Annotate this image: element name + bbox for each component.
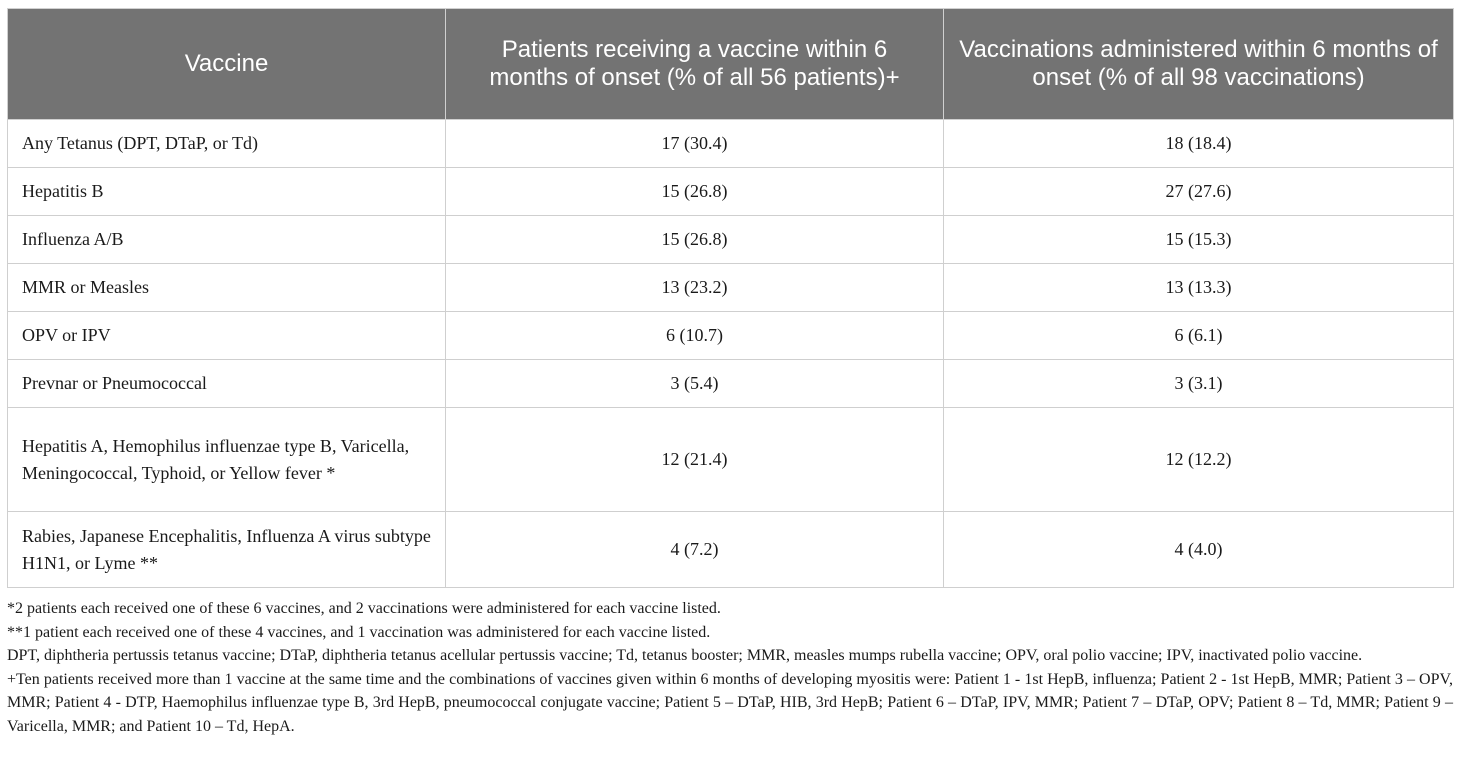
cell-vaccine: Any Tetanus (DPT, DTaP, or Td) — [8, 120, 446, 168]
table-header — [8, 9, 1454, 120]
cell-vaccinations: 27 (27.6) — [944, 168, 1454, 216]
cell-vaccine: Influenza A/B — [8, 216, 446, 264]
cell-patients: 17 (30.4) — [446, 120, 944, 168]
table-footnotes — [7, 597, 1453, 738]
cell-vaccinations: 6 (6.1) — [944, 312, 1454, 360]
table-row — [8, 360, 1454, 408]
header-row — [8, 9, 1454, 120]
table-row — [8, 512, 1454, 588]
cell-patients: 15 (26.8) — [446, 216, 944, 264]
cell-vaccine: Hepatitis A, Hemophilus influenzae type B, Varicella, Meningococcal, Typhoid, or Yellow fever * — [8, 408, 446, 512]
table-row — [8, 408, 1454, 512]
cell-patients: 13 (23.2) — [446, 264, 944, 312]
cell-vaccinations: 12 (12.2) — [944, 408, 1454, 512]
table-row — [8, 216, 1454, 264]
vaccine-table — [7, 8, 1454, 588]
cell-patients: 12 (21.4) — [446, 408, 944, 512]
table-row — [8, 312, 1454, 360]
cell-vaccine: Hepatitis B — [8, 168, 446, 216]
document-page — [7, 8, 1453, 738]
header-vaccinations: Vaccinations administered within 6 months of onset (% of all 98 vaccinations) — [944, 9, 1454, 120]
cell-patients: 15 (26.8) — [446, 168, 944, 216]
cell-vaccinations: 13 (13.3) — [944, 264, 1454, 312]
table-body — [8, 120, 1454, 588]
cell-vaccinations: 18 (18.4) — [944, 120, 1454, 168]
cell-patients: 3 (5.4) — [446, 360, 944, 408]
table-row — [8, 264, 1454, 312]
cell-vaccinations: 3 (3.1) — [944, 360, 1454, 408]
footnote-abbreviations: DPT, diphtheria pertussis tetanus vaccine; DTaP, diphtheria tetanus acellular pertussis vaccine; Td, tetanus booster; MMR, measles mumps rubella vaccine; OPV, oral polio vaccine; IPV, inactivated polio vaccine. — [7, 647, 1363, 664]
cell-vaccine: MMR or Measles — [8, 264, 446, 312]
cell-vaccinations: 15 (15.3) — [944, 216, 1454, 264]
cell-vaccine: Rabies, Japanese Encephalitis, Influenza A virus subtype H1N1, or Lyme ** — [8, 512, 446, 588]
header-vaccine: Vaccine — [8, 9, 446, 120]
footnote-combinations: +Ten patients received more than 1 vaccine at the same time and the combinations of vaccines given within 6 months of developing myositis were: Patient 1 - 1st HepB, influenza; Patient 2 - 1st HepB, MMR; Patient 3 – OPV, MMR; Patient 4 - DTP, Haemophilus influenzae type B, 3rd HepB, pneumococcal conjugate vaccine; Patient 5 – DTaP, HIB, 3rd HepB; Patient 6 – DTaP, IPV, MMR; Patient 7 – DTaP, OPV; Patient 8 – Td, MMR; Patient 9 – Varicella, MMR; and Patient 10 – Td, HepA. — [7, 670, 1453, 735]
cell-vaccinations: 4 (4.0) — [944, 512, 1454, 588]
table-row — [8, 120, 1454, 168]
cell-patients: 4 (7.2) — [446, 512, 944, 588]
header-patients: Patients receiving a vaccine within 6 months of onset (% of all 56 patients)+ — [446, 9, 944, 120]
cell-patients: 6 (10.7) — [446, 312, 944, 360]
cell-vaccine: OPV or IPV — [8, 312, 446, 360]
footnote-single-asterisk: *2 patients each received one of these 6 vaccines, and 2 vaccinations were administered for each vaccine listed. — [7, 600, 721, 617]
cell-vaccine: Prevnar or Pneumococcal — [8, 360, 446, 408]
footnote-double-asterisk: **1 patient each received one of these 4 vaccines, and 1 vaccination was administered for each vaccine listed. — [7, 623, 711, 641]
table-row — [8, 168, 1454, 216]
